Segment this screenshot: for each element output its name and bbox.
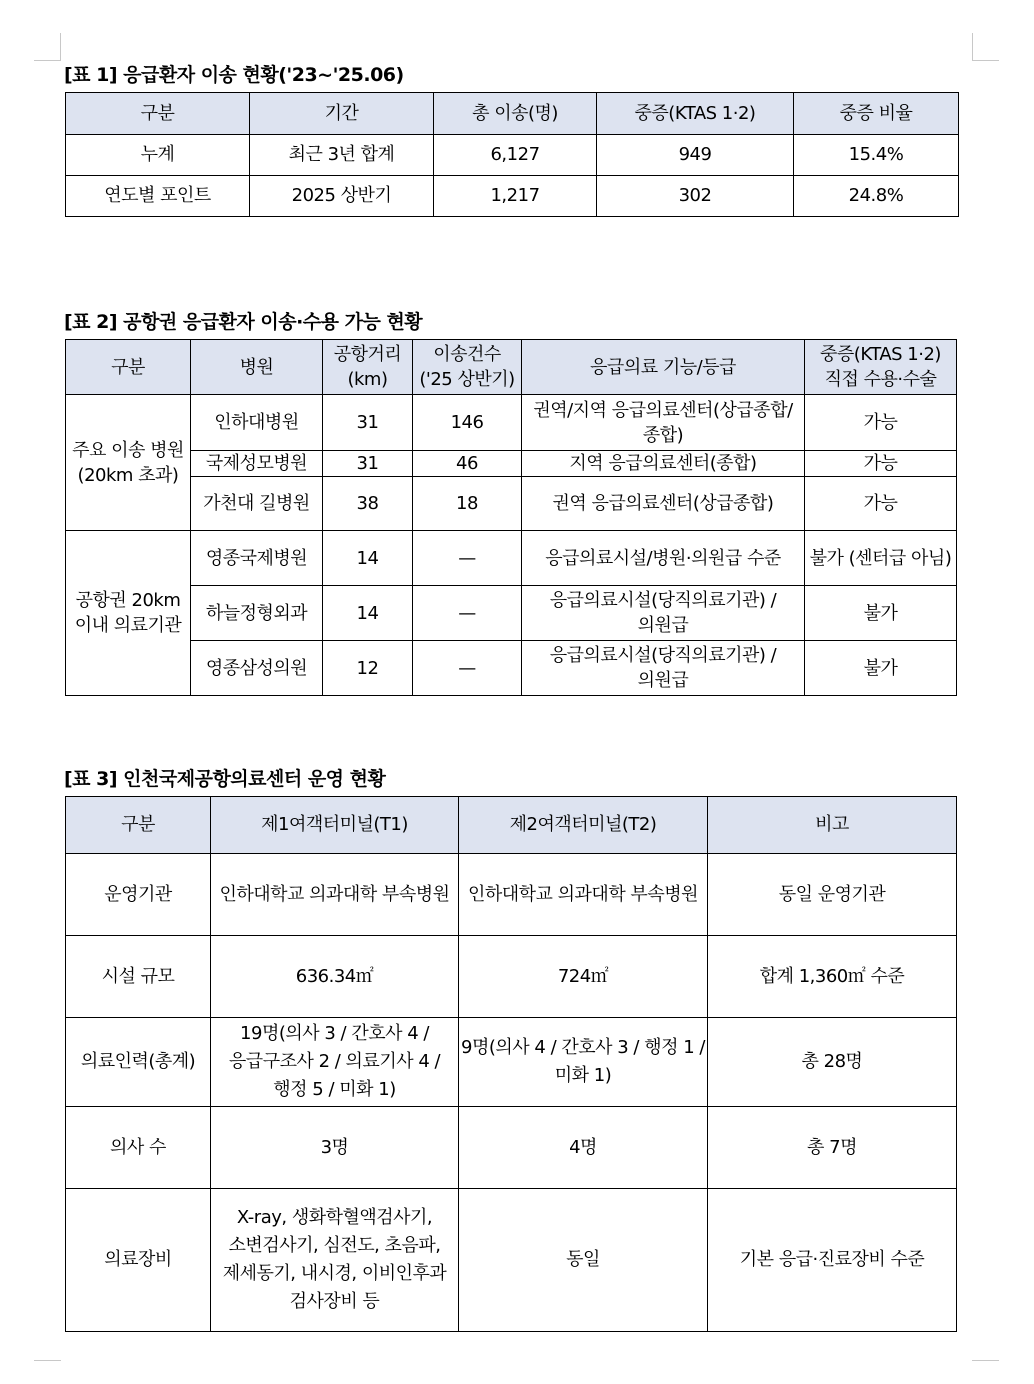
table2-group-label: 주요 이송 병원 (20km 초과) <box>66 395 191 531</box>
table3-header-cell: 비고 <box>708 797 957 854</box>
table-row <box>66 641 957 696</box>
table-cell: 인하대학교 의과대학 부속병원 <box>459 854 708 936</box>
table-row <box>66 531 957 586</box>
table1-header-row <box>66 93 959 135</box>
table-row <box>66 135 959 176</box>
table-row <box>66 586 957 641</box>
table1-header-cell: 구분 <box>66 93 250 135</box>
table-cell: 지역 응급의료센터(종합) <box>522 451 805 477</box>
table-cell: 31 <box>323 451 413 477</box>
table-cell: 14 <box>323 586 413 641</box>
table-cell: 기본 응급·진료장비 수준 <box>708 1189 957 1332</box>
table-cell: 146 <box>413 395 522 451</box>
table-cell: 14 <box>323 531 413 586</box>
table-cell: — <box>413 641 522 696</box>
table-cell: 12 <box>323 641 413 696</box>
table1-header-cell: 총 이송(명) <box>434 93 597 135</box>
table-cell: 1,217 <box>434 176 597 217</box>
table-cell: 46 <box>413 451 522 477</box>
table-cell: 636.34㎡ <box>211 936 459 1018</box>
table-cell: 총 28명 <box>708 1018 957 1107</box>
table-row <box>66 451 957 477</box>
table-cell: 동일 <box>459 1189 708 1332</box>
table-cell: 의료인력(총계) <box>66 1018 211 1107</box>
table3-header-cell: 구분 <box>66 797 211 854</box>
table-cell: 응급의료시설/병원·의원급 수준 <box>522 531 805 586</box>
table-row <box>66 936 957 1018</box>
table1-emergency-transport <box>65 92 959 217</box>
table3-airport-medical-center <box>65 796 957 1332</box>
table1-header-cell: 중증(KTAS 1·2) <box>597 93 794 135</box>
table-cell: 31 <box>323 395 413 451</box>
table-cell: 가능 <box>805 477 957 531</box>
table2-header-cell: 공항거리 (km) <box>323 340 413 395</box>
crop-mark-top-right-vertical <box>972 33 973 61</box>
table-cell: 동일 운영기관 <box>708 854 957 936</box>
table1-header-cell: 기간 <box>250 93 434 135</box>
table-cell: 의료장비 <box>66 1189 211 1332</box>
table-cell: 응급의료시설(당직의료기관) / 의원급 <box>522 586 805 641</box>
table-cell: 4명 <box>459 1107 708 1189</box>
crop-mark-top-left-horizontal <box>34 60 61 61</box>
table3-caption: [표 3] 인천국제공항의료센터 운영 현황 <box>64 768 386 790</box>
table-row <box>66 1107 957 1189</box>
table3-header-cell: 제2여객터미널(T2) <box>459 797 708 854</box>
table2-header-cell: 응급의료 기능/등급 <box>522 340 805 395</box>
table2-group-label: 공항권 20km 이내 의료기관 <box>66 531 191 696</box>
table2-header-cell: 구분 <box>66 340 191 395</box>
table-cell: 15.4% <box>794 135 959 176</box>
table-row <box>66 395 957 451</box>
table2-caption: [표 2] 공항권 응급환자 이송·수용 가능 현황 <box>64 311 423 333</box>
table2-airport-hospitals <box>65 339 957 696</box>
table-cell: 총 7명 <box>708 1107 957 1189</box>
table2-header-cell: 이송건수 ('25 상반기) <box>413 340 522 395</box>
table-cell: 불가 (센터급 아님) <box>805 531 957 586</box>
crop-mark-bottom-left <box>34 1360 61 1361</box>
table3-header-cell: 제1여객터미널(T1) <box>211 797 459 854</box>
table2-header-cell: 중증(KTAS 1·2) 직접 수용·수술 <box>805 340 957 395</box>
table-cell: 302 <box>597 176 794 217</box>
crop-mark-top-right-horizontal <box>972 60 999 61</box>
table-cell: 2025 상반기 <box>250 176 434 217</box>
table-cell: 합계 1,360㎡ 수준 <box>708 936 957 1018</box>
crop-mark-bottom-right <box>972 1360 999 1361</box>
table-cell: 불가 <box>805 641 957 696</box>
table-cell: 시설 규모 <box>66 936 211 1018</box>
table2-header-cell: 병원 <box>191 340 323 395</box>
table-row <box>66 1189 957 1332</box>
table-cell: 38 <box>323 477 413 531</box>
table-cell: 6,127 <box>434 135 597 176</box>
crop-mark-top-left-vertical <box>60 33 61 61</box>
table-cell: 949 <box>597 135 794 176</box>
table-cell: 9명(의사 4 / 간호사 3 / 행정 1 / 미화 1) <box>459 1018 708 1107</box>
table-cell: 인하대학교 의과대학 부속병원 <box>211 854 459 936</box>
table-cell: 누계 <box>66 135 250 176</box>
table-cell: 가천대 길병원 <box>191 477 323 531</box>
table1-caption: [표 1] 응급환자 이송 현황('23~'25.06) <box>64 64 404 86</box>
table-cell: 영종국제병원 <box>191 531 323 586</box>
table-cell: 불가 <box>805 586 957 641</box>
table-row <box>66 854 957 936</box>
table3-header-row <box>66 797 957 854</box>
table-row <box>66 176 959 217</box>
table-cell: X-ray, 생화학혈액검사기, 소변검사기, 심전도, 초음파, 제세동기, 내시경, 이비인후과 검사장비 등 <box>211 1189 459 1332</box>
table-cell: 724㎡ <box>459 936 708 1018</box>
table-cell: 최근 3년 합계 <box>250 135 434 176</box>
table-cell: 가능 <box>805 395 957 451</box>
table-row <box>66 477 957 531</box>
table-row <box>66 1018 957 1107</box>
table-cell: 국제성모병원 <box>191 451 323 477</box>
table-cell: 19명(의사 3 / 간호사 4 / 응급구조사 2 / 의료기사 4 / 행정 5 / 미화 1) <box>211 1018 459 1107</box>
table-cell: 영종삼성의원 <box>191 641 323 696</box>
table-cell: — <box>413 586 522 641</box>
table-cell: 응급의료시설(당직의료기관) / 의원급 <box>522 641 805 696</box>
table-cell: 연도별 포인트 <box>66 176 250 217</box>
table-cell: 의사 수 <box>66 1107 211 1189</box>
table1-header-cell: 중증 비율 <box>794 93 959 135</box>
table-cell: 18 <box>413 477 522 531</box>
table-cell: 하늘정형외과 <box>191 586 323 641</box>
table-cell: 권역/지역 응급의료센터(상급종합/종합) <box>522 395 805 451</box>
table-cell: 3명 <box>211 1107 459 1189</box>
table-cell: 운영기관 <box>66 854 211 936</box>
table-cell: — <box>413 531 522 586</box>
table-cell: 가능 <box>805 451 957 477</box>
table-cell: 24.8% <box>794 176 959 217</box>
table2-header-row <box>66 340 957 395</box>
table-cell: 인하대병원 <box>191 395 323 451</box>
table-cell: 권역 응급의료센터(상급종합) <box>522 477 805 531</box>
